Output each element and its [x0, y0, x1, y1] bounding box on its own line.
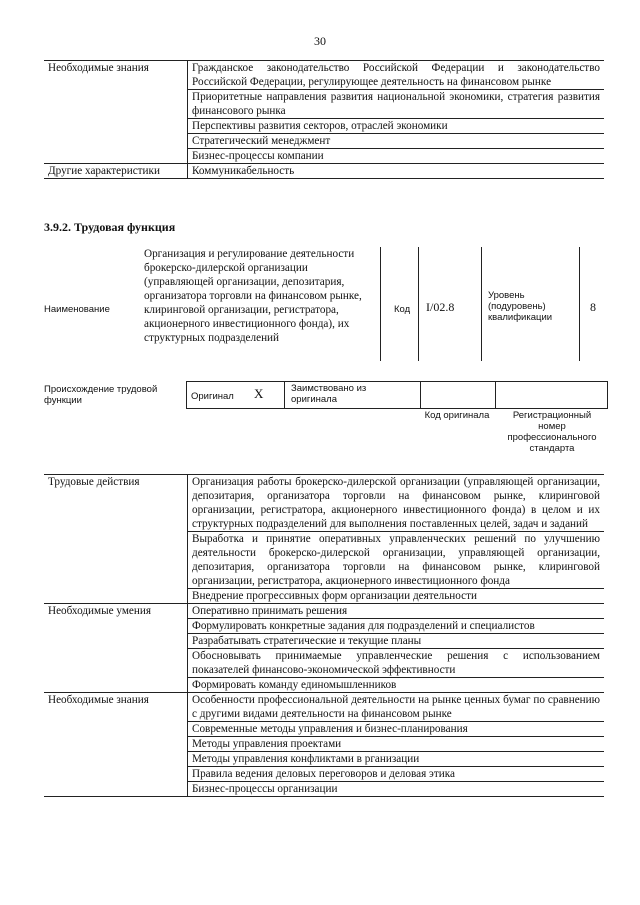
- level-label: Уровень (подуровень) квалификации: [488, 290, 553, 323]
- origin-divider: [284, 381, 285, 409]
- origin-divider: [420, 381, 421, 409]
- row-value: Бизнес-процессы компании: [188, 149, 605, 164]
- row-value: Внедрение прогрессивных форм организации деятельности: [188, 589, 605, 604]
- row-value: Разрабатывать стратегические и текущие планы: [188, 634, 605, 649]
- table-row: [44, 604, 604, 619]
- row-value: Методы управления конфликтами в рганизации: [188, 752, 605, 767]
- knowledge-table-top: [44, 60, 604, 179]
- row-value: Оперативно принимать решения: [188, 604, 605, 619]
- row-value: Выработка и принятие оперативных управленческих решений по улучшению деятельности брокерско-дилерской организации, управляющей организации, депозитария, организатора торговли на финансовом рынке, клиринговой организации, регистратора, акционерного инвестиционного фонда: [188, 532, 605, 589]
- table-row: [44, 164, 604, 179]
- row-value: Перспективы развития секторов, отраслей экономики: [188, 119, 605, 134]
- table-row: [44, 61, 604, 90]
- function-name: Организация и регулирование деятельности брокерско-дилерской организации (управляющей организации, депозитария, организатора торговли на финансовом рынке, клиринговой организации, регистратора, акционерного инвестиционного фонда), их структурных подразделений: [144, 248, 362, 344]
- table-row: [44, 693, 604, 722]
- table-row: [44, 475, 604, 532]
- row-value: Стратегический менеджмент: [188, 134, 605, 149]
- row-value: Современные методы управления и бизнес-планирования: [188, 722, 605, 737]
- row-label: Необходимые знания: [44, 693, 188, 797]
- row-label: Необходимые знания: [44, 61, 188, 164]
- row-value: Приоритетные направления развития национальной экономики, стратегия развития финансового рынка: [188, 90, 605, 119]
- row-value: Обосновывать принимаемые управленческие решения с использованием показателей финансово-экономической эффективности: [188, 649, 605, 678]
- borrowed-label: Заимствовано из оригинала: [291, 383, 367, 405]
- original-code-label: Код оригинала: [424, 410, 490, 421]
- origin-label: Происхождение трудовой функции: [44, 384, 158, 406]
- section-heading: 3.9.2. Трудовая функция: [44, 220, 176, 234]
- row-value: Формировать команду единомышленников: [188, 678, 605, 693]
- row-value: Методы управления проектами: [188, 737, 605, 752]
- origin-divider: [495, 381, 496, 409]
- name-label: Наименование: [44, 304, 110, 315]
- function-code: I/02.8: [426, 300, 455, 314]
- function-name-cell: [140, 247, 381, 361]
- row-label: Другие характеристики: [44, 164, 188, 179]
- original-mark: X: [254, 386, 264, 401]
- page-number: 30: [314, 34, 326, 48]
- row-value: Коммуникабельность: [188, 164, 605, 179]
- row-label: Трудовые действия: [44, 475, 188, 604]
- row-value: Особенности профессиональной деятельности на рынке ценных бумаг по сравнению с другими видами деятельности на финансовом рынке: [188, 693, 605, 722]
- work-function-table: [44, 474, 604, 797]
- row-value: Организация работы брокерско-дилерской организации (управляющей организации, депозитария, организатора торговли на финансовом рынке, клиринговой организации, регистратора, акционерного инвестиционного фонда) в целом и их структурных подразделений для выполнения поставленных целей, задач и заданий: [188, 475, 605, 532]
- row-label: Необходимые умения: [44, 604, 188, 693]
- qualification-level: 8: [590, 300, 596, 314]
- row-value: Гражданское законодательство Российской Федерации и законодательство Российской Федерации, регулирующее деятельность на финансовом рынке: [188, 61, 605, 90]
- row-value: Бизнес-процессы организации: [188, 782, 605, 797]
- code-label: Код: [394, 304, 411, 315]
- registration-number-label: Регистрационный номер профессионального стандарта: [507, 410, 597, 454]
- original-label: Оригинал: [191, 391, 234, 402]
- row-value: Формулировать конкретные задания для подразделений и специалистов: [188, 619, 605, 634]
- row-value: Правила ведения деловых переговоров и деловая этика: [188, 767, 605, 782]
